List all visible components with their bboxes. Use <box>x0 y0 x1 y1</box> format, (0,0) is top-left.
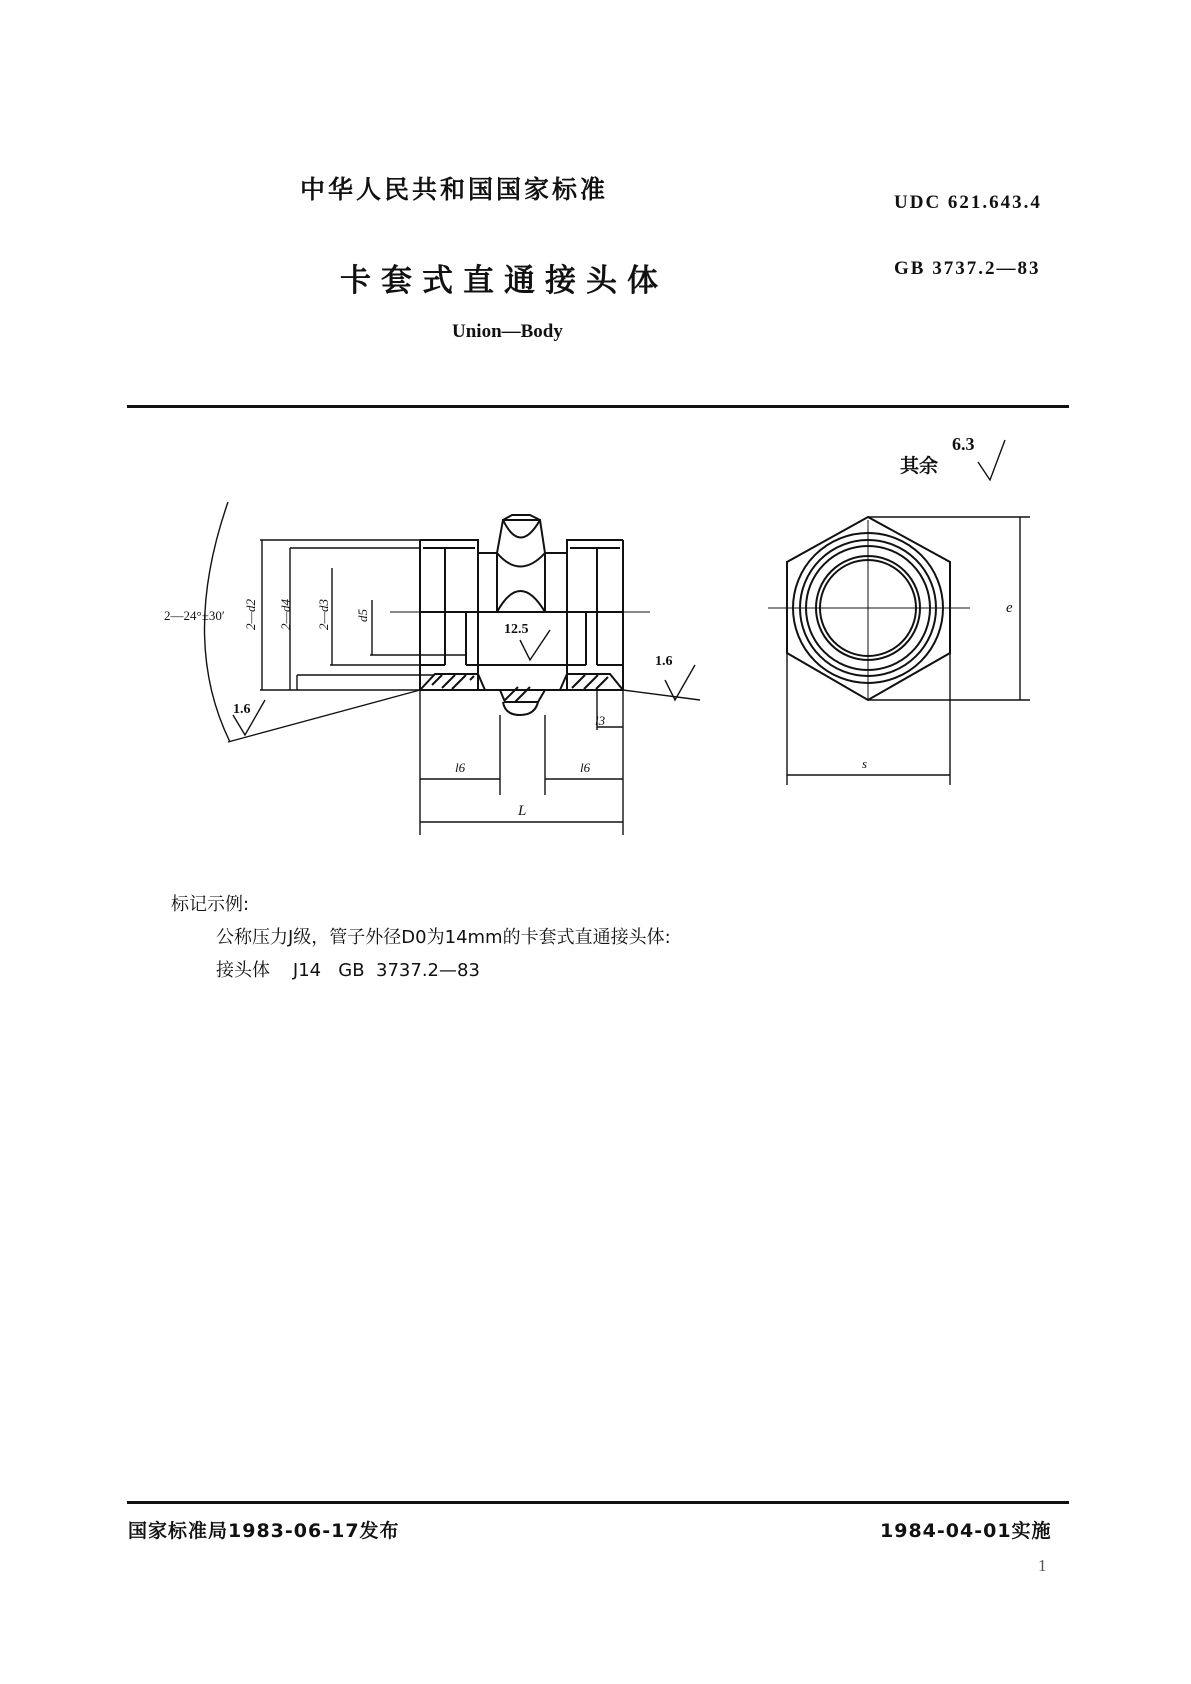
dim-s: s <box>862 756 868 771</box>
roughness-left: 1.6 <box>233 702 251 717</box>
angle-label: 2—24°±30′ <box>164 608 225 623</box>
national-standard-heading: 中华人民共和国国家标准 <box>300 175 609 204</box>
dim-d3: 2—d3 <box>316 598 331 630</box>
standard-number: GB 3737.2—83 <box>894 258 1041 279</box>
dim-L: L <box>518 803 527 819</box>
dim-d2: 2—d2 <box>243 598 258 630</box>
dim-l6-right: l6 <box>580 760 591 775</box>
example-line-2: 接头体 J14 GB 3737.2—83 <box>216 960 480 981</box>
dim-l3: l3 <box>595 713 606 728</box>
dim-d5: d5 <box>355 609 370 622</box>
footer-divider <box>127 1501 1069 1504</box>
marking-example <box>171 888 671 987</box>
issue-date: 国家标准局1983-06-17发布 <box>128 1520 400 1542</box>
surface-note-value: 6.3 <box>952 434 975 454</box>
side-view-dimensions <box>204 440 1005 835</box>
dim-l6-left: l6 <box>455 760 466 775</box>
udc-code: UDC 621.643.4 <box>894 192 1042 213</box>
example-line-1: 公称压力J级，管子外径D0为14mm的卡套式直通接头体: <box>216 927 671 948</box>
side-view <box>390 515 650 715</box>
roughness-right: 1.6 <box>655 654 673 669</box>
roughness-center: 12.5 <box>504 622 529 637</box>
document-title-cn: 卡套式直通接头体 <box>340 263 668 299</box>
dim-d4: 2—d4 <box>278 598 293 630</box>
page-number: 1 <box>1038 1556 1047 1575</box>
effective-date: 1984-04-01实施 <box>880 1520 1052 1542</box>
example-heading: 标记示例: <box>171 894 250 915</box>
document-title-en: Union—Body <box>452 321 563 342</box>
surface-note-label: 其余 <box>900 455 939 477</box>
dim-e: e <box>1006 600 1013 616</box>
end-view <box>768 517 1030 785</box>
